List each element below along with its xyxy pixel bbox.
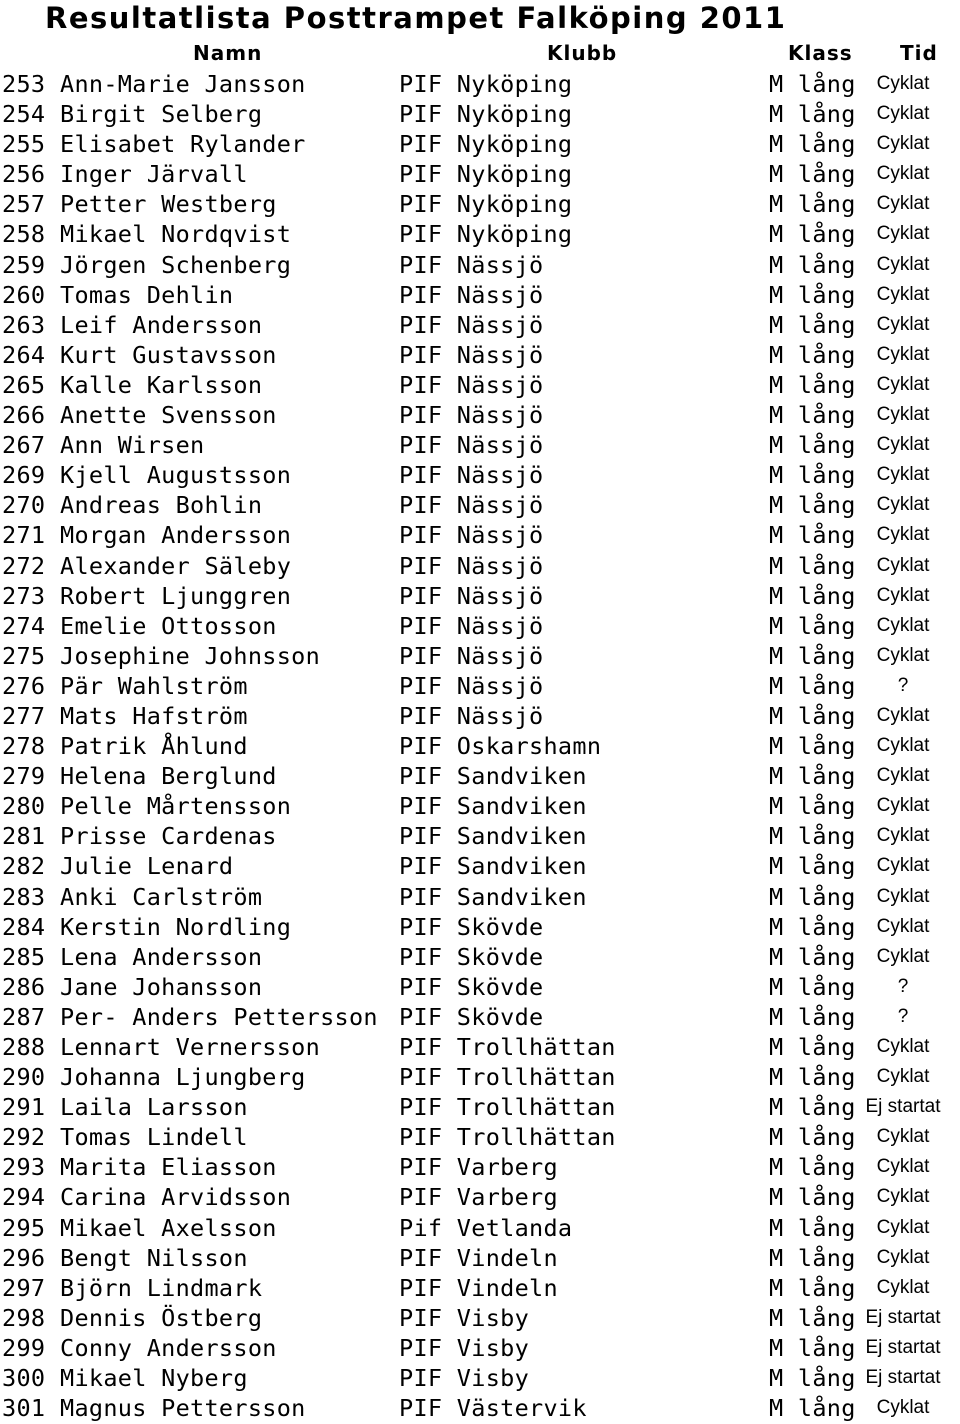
class-value: M lång [769, 1063, 856, 1092]
club-name: PIF Nässjö [399, 280, 544, 309]
class-value: M lång [769, 882, 856, 911]
participant-name: Leif Andersson [60, 310, 263, 339]
class-value: M lång [769, 1333, 856, 1362]
club-name: PIF Nyköping [399, 130, 573, 159]
time-status: Cyklat [876, 1126, 930, 1148]
participant-name: Pär Wahlström [60, 671, 248, 700]
start-number: 295 [2, 1213, 46, 1242]
time-status: Cyklat [876, 765, 930, 787]
table-row [0, 218, 960, 248]
table-row [0, 700, 960, 730]
participant-name: Helena Berglund [60, 762, 277, 791]
club-name: PIF Sandviken [399, 822, 587, 851]
table-row [0, 820, 960, 850]
time-status: Cyklat [876, 704, 930, 726]
time-status: Cyklat [876, 343, 930, 365]
class-value: M lång [769, 370, 856, 399]
club-name: PIF Nässjö [399, 521, 544, 550]
start-number: 296 [2, 1243, 46, 1272]
club-name: PIF Trollhättan [399, 1093, 616, 1122]
time-status: Cyklat [876, 283, 930, 305]
time-status: Cyklat [876, 103, 930, 125]
participant-name: Jane Johansson [60, 972, 263, 1001]
start-number: 259 [2, 250, 46, 279]
time-status: Cyklat [876, 464, 930, 486]
club-name: PIF Nässjö [399, 581, 544, 610]
participant-name: Bengt Nilsson [60, 1243, 248, 1272]
participant-name: Kerstin Nordling [60, 912, 292, 941]
club-name: PIF Nyköping [399, 190, 573, 219]
participant-name: Dennis Östberg [60, 1303, 263, 1332]
time-status: Cyklat [876, 524, 930, 546]
participant-name: Elisabet Rylander [60, 130, 306, 159]
table-row [0, 550, 960, 580]
participant-name: Petter Westberg [60, 190, 277, 219]
club-name: PIF Skövde [399, 942, 544, 971]
start-number: 260 [2, 280, 46, 309]
start-number: 269 [2, 461, 46, 490]
time-status: Cyklat [876, 1066, 930, 1088]
time-status: Cyklat [876, 644, 930, 666]
time-status: Cyklat [876, 614, 930, 636]
participant-name: Conny Andersson [60, 1333, 277, 1362]
start-number: 285 [2, 942, 46, 971]
start-number: 297 [2, 1273, 46, 1302]
table-row [0, 1212, 960, 1242]
table-row [0, 1362, 960, 1392]
class-value: M lång [769, 611, 856, 640]
class-value: M lång [769, 551, 856, 580]
class-value: M lång [769, 401, 856, 430]
table-row [0, 459, 960, 489]
class-value: M lång [769, 1364, 856, 1393]
time-status: Cyklat [876, 855, 930, 877]
participant-name: Morgan Andersson [60, 521, 292, 550]
time-status: Cyklat [876, 1216, 930, 1238]
class-value: M lång [769, 461, 856, 490]
table-row [0, 941, 960, 971]
start-number: 293 [2, 1153, 46, 1182]
participant-name: Laila Larsson [60, 1093, 248, 1122]
class-value: M lång [769, 1273, 856, 1302]
table-row [0, 1392, 960, 1422]
class-value: M lång [769, 762, 856, 791]
time-status: Cyklat [876, 133, 930, 155]
time-status: ? [897, 674, 909, 696]
class-value: M lång [769, 732, 856, 761]
participant-name: Lena Andersson [60, 942, 263, 971]
time-status: Cyklat [876, 945, 930, 967]
time-status: Cyklat [876, 434, 930, 456]
club-name: PIF Nässjö [399, 401, 544, 430]
club-name: Pif Vetlanda [399, 1213, 573, 1242]
header-klass: Klass [788, 41, 853, 65]
table-row [0, 881, 960, 911]
club-name: PIF Nässjö [399, 370, 544, 399]
participant-name: Alexander Säleby [60, 551, 292, 580]
start-number: 267 [2, 431, 46, 460]
start-number: 284 [2, 912, 46, 941]
table-row [0, 489, 960, 519]
table-row [0, 971, 960, 1001]
participant-name: Mikael Nyberg [60, 1364, 248, 1393]
class-value: M lång [769, 280, 856, 309]
table-row [0, 670, 960, 700]
class-value: M lång [769, 160, 856, 189]
participant-name: Robert Ljunggren [60, 581, 292, 610]
table-row [0, 279, 960, 309]
class-value: M lång [769, 130, 856, 159]
start-number: 298 [2, 1303, 46, 1332]
participant-name: Magnus Pettersson [60, 1394, 306, 1423]
club-name: PIF Oskarshamn [399, 732, 602, 761]
club-name: PIF Nässjö [399, 250, 544, 279]
club-name: PIF Visby [399, 1364, 530, 1393]
time-status: Cyklat [876, 1276, 930, 1298]
start-number: 263 [2, 310, 46, 339]
participant-name: Kurt Gustavsson [60, 340, 277, 369]
class-value: M lång [769, 220, 856, 249]
participant-name: Tomas Dehlin [60, 280, 234, 309]
table-row [0, 188, 960, 218]
start-number: 273 [2, 581, 46, 610]
class-value: M lång [769, 792, 856, 821]
time-status: Cyklat [876, 885, 930, 907]
club-name: PIF Sandviken [399, 852, 587, 881]
time-status: Cyklat [876, 584, 930, 606]
club-name: PIF Visby [399, 1303, 530, 1332]
time-status: Cyklat [876, 1156, 930, 1178]
participant-name: Marita Eliasson [60, 1153, 277, 1182]
time-status: Cyklat [876, 313, 930, 335]
start-number: 278 [2, 732, 46, 761]
class-value: M lång [769, 190, 856, 219]
club-name: PIF Trollhättan [399, 1033, 616, 1061]
start-number: 266 [2, 401, 46, 430]
table-row [0, 760, 960, 790]
class-value: M lång [769, 100, 856, 129]
start-number: 258 [2, 220, 46, 249]
table-row [0, 128, 960, 158]
time-status: Ej startat [865, 1336, 941, 1358]
time-status: Cyklat [876, 1246, 930, 1268]
class-value: M lång [769, 1123, 856, 1152]
table-row [0, 68, 960, 98]
start-number: 290 [2, 1063, 46, 1092]
class-value: M lång [769, 822, 856, 851]
start-number: 265 [2, 370, 46, 399]
class-value: M lång [769, 340, 856, 369]
start-number: 272 [2, 551, 46, 580]
table-row [0, 1091, 960, 1121]
start-number: 299 [2, 1333, 46, 1362]
club-name: PIF Vindeln [399, 1243, 558, 1272]
start-number: 277 [2, 701, 46, 730]
time-status: Cyklat [876, 373, 930, 395]
start-number: 291 [2, 1093, 46, 1122]
time-status: Cyklat [876, 223, 930, 245]
time-status: ? [897, 1005, 909, 1027]
time-status: ? [897, 975, 909, 997]
participant-name: Mikael Axelsson [60, 1213, 277, 1242]
participant-name: Mikael Nordqvist [60, 220, 292, 249]
club-name: PIF Skövde [399, 972, 544, 1001]
participant-name: Anette Svensson [60, 401, 277, 430]
time-status: Cyklat [876, 554, 930, 576]
header-namn: Namn [193, 41, 263, 65]
time-status: Cyklat [876, 795, 930, 817]
club-name: PIF Visby [399, 1333, 530, 1362]
club-name: PIF Sandviken [399, 792, 587, 821]
page-title: Resultatlista Posttrampet Falköping 2011 [45, 1, 787, 35]
start-number: 270 [2, 491, 46, 520]
class-value: M lång [769, 70, 856, 98]
start-number: 288 [2, 1033, 46, 1061]
participant-name: Kjell Augustsson [60, 461, 292, 490]
table-row [0, 1151, 960, 1181]
class-value: M lång [769, 250, 856, 279]
time-status: Ej startat [865, 1096, 941, 1118]
table-row [0, 249, 960, 279]
participant-name: Josephine Johnsson [60, 641, 321, 670]
club-name: PIF Varberg [399, 1153, 558, 1182]
participant-name: Ann-Marie Jansson [60, 70, 306, 98]
time-status: Cyklat [876, 915, 930, 937]
class-value: M lång [769, 521, 856, 550]
club-name: PIF Nässjö [399, 461, 544, 490]
start-number: 274 [2, 611, 46, 640]
participant-name: Björn Lindmark [60, 1273, 263, 1302]
table-row [0, 309, 960, 339]
table-row [0, 369, 960, 399]
club-name: PIF Västervik [399, 1394, 587, 1423]
club-name: PIF Trollhättan [399, 1063, 616, 1092]
participant-name: Andreas Bohlin [60, 491, 263, 520]
class-value: M lång [769, 671, 856, 700]
club-name: PIF Varberg [399, 1183, 558, 1212]
club-name: PIF Nässjö [399, 701, 544, 730]
time-status: Cyklat [876, 253, 930, 275]
club-name: PIF Skövde [399, 912, 544, 941]
time-status: Cyklat [876, 404, 930, 426]
time-status: Cyklat [876, 825, 930, 847]
start-number: 286 [2, 972, 46, 1001]
club-name: PIF Vindeln [399, 1273, 558, 1302]
class-value: M lång [769, 1033, 856, 1061]
start-number: 279 [2, 762, 46, 791]
club-name: PIF Nässjö [399, 611, 544, 640]
participant-name: Kalle Karlsson [60, 370, 263, 399]
table-row [0, 1332, 960, 1362]
table-row [0, 850, 960, 880]
participant-name: Anki Carlström [60, 882, 263, 911]
table-row [0, 1031, 960, 1061]
time-status: Cyklat [876, 735, 930, 757]
time-status: Cyklat [876, 193, 930, 215]
class-value: M lång [769, 852, 856, 881]
start-number: 282 [2, 852, 46, 881]
table-row [0, 1302, 960, 1332]
participant-name: Inger Järvall [60, 160, 248, 189]
class-value: M lång [769, 942, 856, 971]
table-row [0, 1001, 960, 1031]
start-number: 283 [2, 882, 46, 911]
time-status: Cyklat [876, 494, 930, 516]
class-value: M lång [769, 1183, 856, 1212]
class-value: M lång [769, 1243, 856, 1272]
table-row [0, 1242, 960, 1272]
class-value: M lång [769, 701, 856, 730]
start-number: 280 [2, 792, 46, 821]
table-row [0, 1061, 960, 1091]
time-status: Cyklat [876, 1397, 930, 1419]
class-value: M lång [769, 491, 856, 520]
club-name: PIF Nässjö [399, 671, 544, 700]
club-name: PIF Trollhättan [399, 1123, 616, 1152]
start-number: 257 [2, 190, 46, 219]
start-number: 271 [2, 521, 46, 550]
table-row [0, 1181, 960, 1211]
class-value: M lång [769, 431, 856, 460]
time-status: Cyklat [876, 163, 930, 185]
table-row [0, 730, 960, 760]
time-status: Ej startat [865, 1306, 941, 1328]
table-header [0, 38, 960, 68]
club-name: PIF Nässjö [399, 641, 544, 670]
club-name: PIF Nässjö [399, 431, 544, 460]
table-row [0, 399, 960, 429]
time-status: Ej startat [865, 1367, 941, 1389]
table-row [0, 911, 960, 941]
class-value: M lång [769, 641, 856, 670]
class-value: M lång [769, 912, 856, 941]
header-tid: Tid [900, 41, 938, 65]
table-row [0, 790, 960, 820]
participant-name: Jörgen Schenberg [60, 250, 292, 279]
class-value: M lång [769, 581, 856, 610]
start-number: 300 [2, 1364, 46, 1393]
club-name: PIF Nyköping [399, 100, 573, 129]
start-number: 253 [2, 70, 46, 98]
start-number: 256 [2, 160, 46, 189]
table-row [0, 158, 960, 188]
table-row [0, 339, 960, 369]
start-number: 281 [2, 822, 46, 851]
club-name: PIF Nässjö [399, 340, 544, 369]
participant-name: Emelie Ottosson [60, 611, 277, 640]
participant-name: Carina Arvidsson [60, 1183, 292, 1212]
table-row [0, 1272, 960, 1302]
participant-name: Johanna Ljungberg [60, 1063, 306, 1092]
start-number: 276 [2, 671, 46, 700]
participant-name: Lennart Vernersson [60, 1033, 321, 1061]
start-number: 294 [2, 1183, 46, 1212]
table-row [0, 98, 960, 128]
club-name: PIF Nyköping [399, 160, 573, 189]
start-number: 301 [2, 1394, 46, 1423]
club-name: PIF Sandviken [399, 882, 587, 911]
table-row [0, 640, 960, 670]
start-number: 255 [2, 130, 46, 159]
class-value: M lång [769, 1153, 856, 1182]
class-value: M lång [769, 1303, 856, 1332]
start-number: 264 [2, 340, 46, 369]
club-name: PIF Nässjö [399, 310, 544, 339]
header-klubb: Klubb [547, 41, 618, 65]
class-value: M lång [769, 972, 856, 1001]
participant-name: Ann Wirsen [60, 431, 205, 460]
club-name: PIF Nässjö [399, 491, 544, 520]
class-value: M lång [769, 1394, 856, 1423]
results-table [0, 68, 960, 1422]
table-row [0, 580, 960, 610]
participant-name: Prisse Cardenas [60, 822, 277, 851]
table-row [0, 610, 960, 640]
participant-name: Patrik Åhlund [60, 732, 248, 761]
club-name: PIF Skövde [399, 1002, 544, 1031]
table-row [0, 1121, 960, 1151]
table-row [0, 429, 960, 459]
participant-name: Pelle Mårtensson [60, 792, 292, 821]
table-row [0, 519, 960, 549]
club-name: PIF Nyköping [399, 70, 573, 98]
start-number: 287 [2, 1002, 46, 1031]
participant-name: Julie Lenard [60, 852, 234, 881]
participant-name: Tomas Lindell [60, 1123, 248, 1152]
class-value: M lång [769, 1213, 856, 1242]
class-value: M lång [769, 1002, 856, 1031]
participant-name: Birgit Selberg [60, 100, 263, 129]
time-status: Cyklat [876, 73, 930, 94]
participant-name: Per- Anders Pettersson [60, 1002, 378, 1031]
start-number: 254 [2, 100, 46, 129]
class-value: M lång [769, 1093, 856, 1122]
time-status: Cyklat [876, 1186, 930, 1208]
time-status: Cyklat [876, 1036, 930, 1057]
class-value: M lång [769, 310, 856, 339]
club-name: PIF Nässjö [399, 551, 544, 580]
participant-name: Mats Hafström [60, 701, 248, 730]
start-number: 292 [2, 1123, 46, 1152]
start-number: 275 [2, 641, 46, 670]
club-name: PIF Nyköping [399, 220, 573, 249]
club-name: PIF Sandviken [399, 762, 587, 791]
